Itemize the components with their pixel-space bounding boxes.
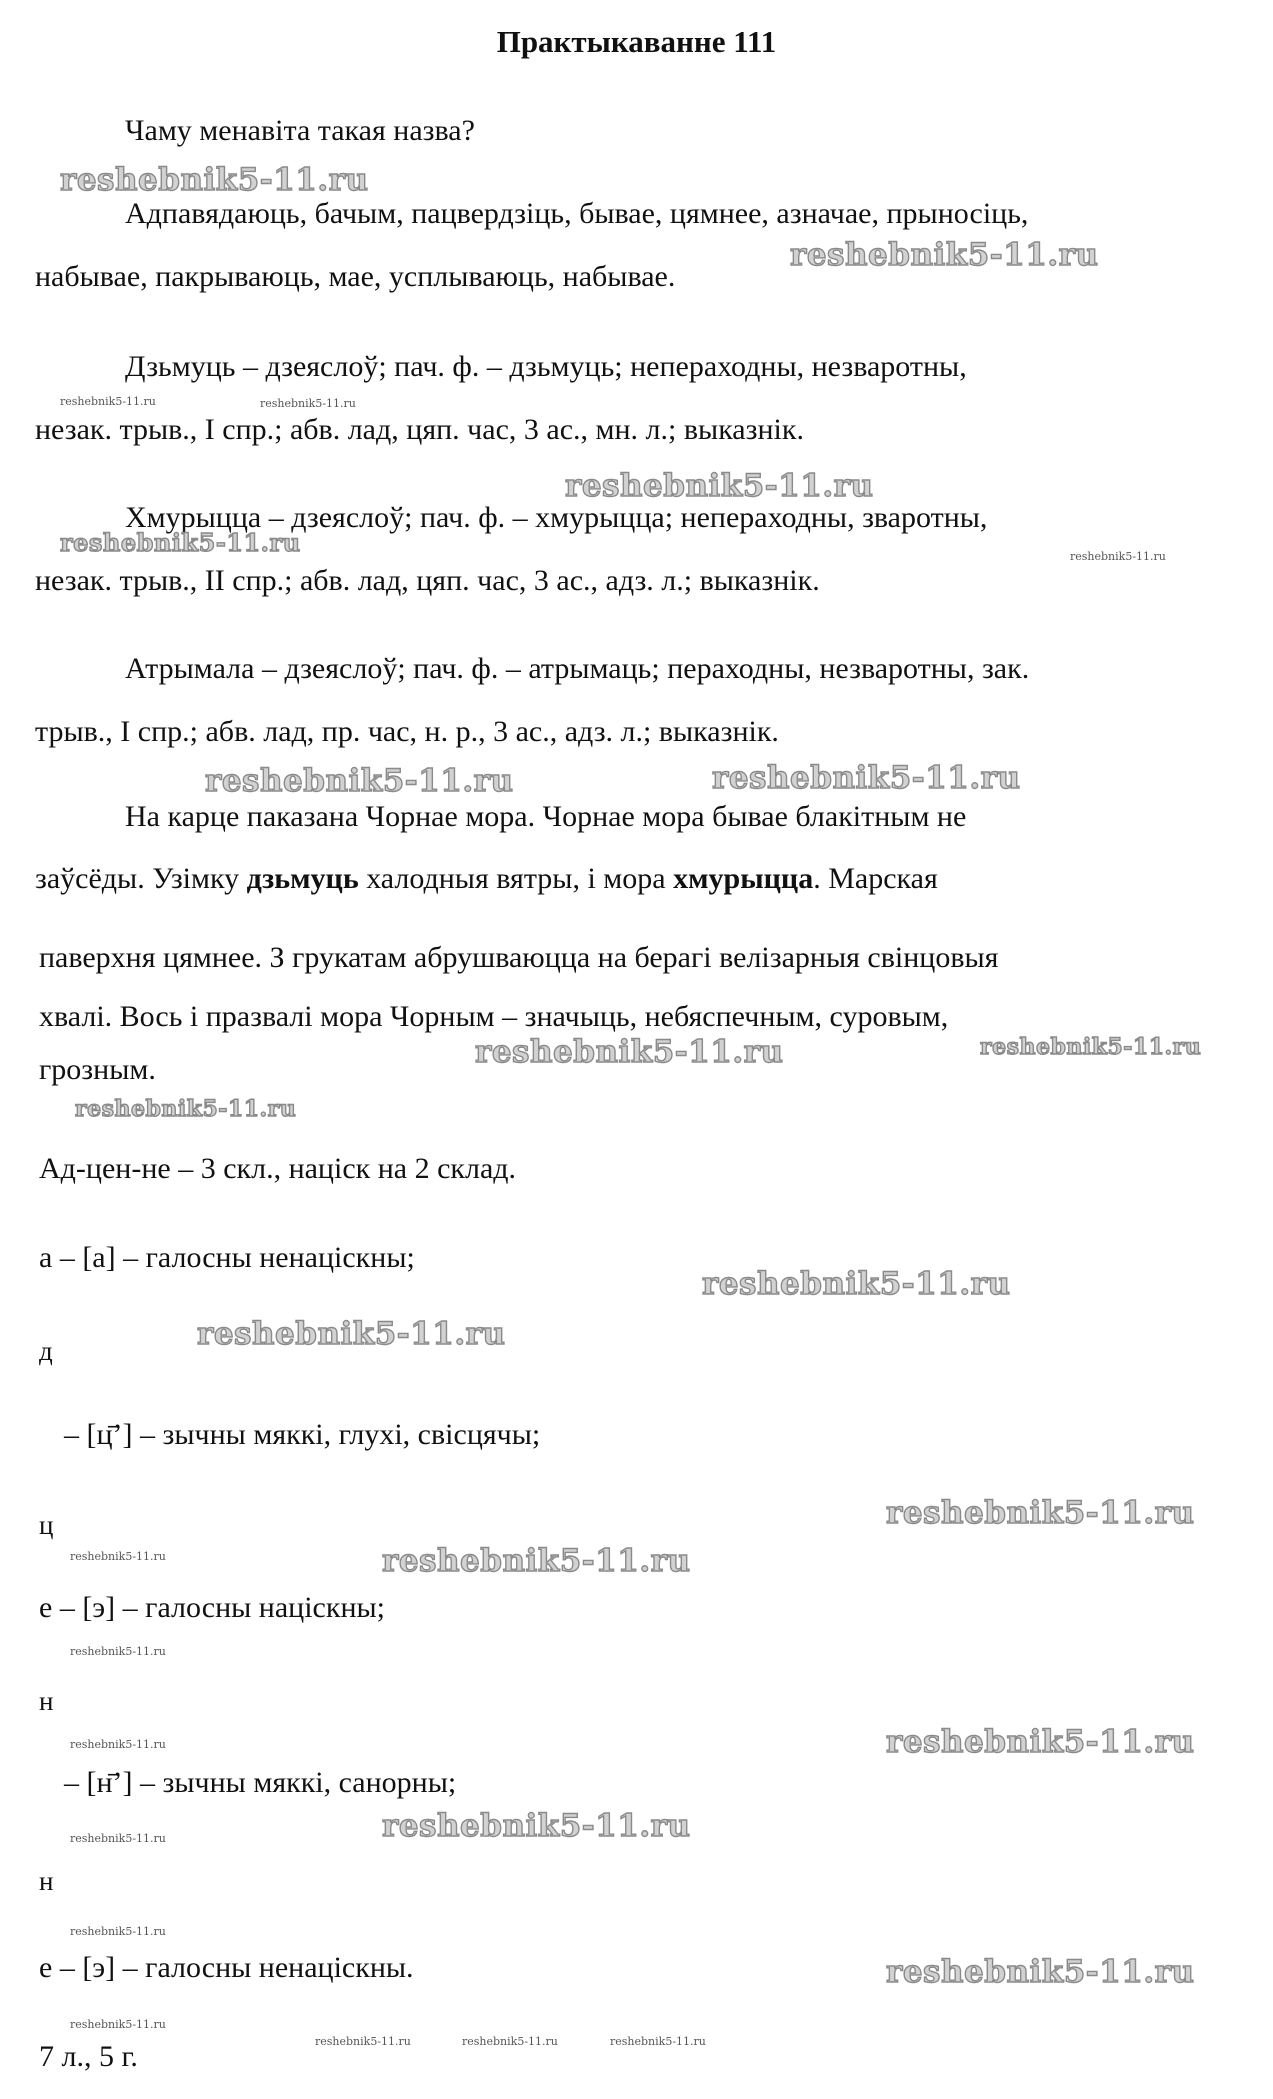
watermark: reshebnik5-11.ru [382,1543,691,1579]
watermark: reshebnik5-11.ru [475,1034,784,1070]
watermark: reshebnik5-11.ru [205,763,514,799]
phonetic-d-letter: д [39,1336,53,1366]
text-line-5: грозным. [39,1053,156,1086]
phonetic-n1-letter: н [39,1686,54,1716]
analysis-3-line-2: трыв., I спр.; абв. лад, пр. час, н. р., 3 ас., адз. л.; выказнік. [35,715,779,748]
watermark-small: reshebnik5-11.ru [610,2035,706,2048]
phonetic-ts-letter: ц [39,1510,54,1540]
phonetic-a: а – [а] – галосны ненаціскны; [39,1241,415,1274]
watermark: reshebnik5-11.ru [702,1266,1011,1302]
watermark-small: reshebnik5-11.ru [60,395,156,408]
phonetic-n2-letter: н [39,1866,54,1896]
highlight-word-khmurytstsa: хмурыцца [673,862,814,895]
watermark-small: reshebnik5-11.ru [1070,550,1166,563]
question-text: Чаму менавіта такая назва? [125,114,475,147]
watermark-small: reshebnik5-11.ru [70,1925,166,1938]
analysis-1-line-2: незак. трыв., I спр.; абв. лад, цяп. час, 3 ас., мн. л.; выказнік. [35,413,804,446]
analysis-2-line-2: незак. трыв., II спр.; абв. лад, цяп. час, 3 ас., адз. л.; выказнік. [35,564,820,597]
watermark-small: reshebnik5-11.ru [70,1550,166,1563]
watermark: reshebnik5-11.ru [712,760,1021,796]
text-line-2-part-a: заўсёды. Узімку [35,862,247,895]
watermark: reshebnik5-11.ru [790,237,1099,273]
page-title: Практыкаванне 111 [496,24,777,59]
text-line-4: хвалі. Вось і празвалі мора Чорным – значыць, небяспечным, суровым, [39,1000,949,1033]
words-text-1: Адпавядаюць, бачым, пацвердзіць, бывае, цямнее, азначае, прыносіць, [125,197,1029,230]
watermark: reshebnik5-11.ru [886,1954,1195,1990]
watermark: reshebnik5-11.ru [886,1724,1195,1760]
words-line-1 [125,196,1221,232]
watermark: reshebnik5-11.ru [382,1808,691,1844]
watermark: reshebnik5-11.ru [980,1034,1202,1060]
watermark-small: reshebnik5-11.ru [70,1832,166,1845]
phonetic-nn: – [н̄’] – зычны мяккі, санорны; [64,1766,457,1799]
analysis-3-line-1: Атрымала – дзеяслоў; пач. ф. – атрымаць; пераходны, незваротны, зак. [125,652,1030,685]
text-line-2-part-c: халодныя вятры, і мора [358,862,674,895]
text-line-1: На карце паказана Чорнае мора. Чорнае мора бывае блакітным не [125,800,967,833]
watermark-small: reshebnik5-11.ru [70,1645,166,1658]
analysis-1-line-1: Дзьмуць – дзеяслоў; пач. ф. – дзьмуць; непераходны, незваротны, [125,350,967,383]
phonetic-e2: е – [э] – галосны ненаціскны. [39,1951,414,1984]
highlight-word-dzmuts: дзьмуць [246,862,359,895]
watermark-small: reshebnik5-11.ru [260,397,356,410]
words-line-2: набывае, пакрываюць, мае, усплываюць, набывае. [35,260,676,293]
watermark: reshebnik5-11.ru [60,162,369,198]
text-line-2-part-e: . Марская [813,862,938,895]
phonetic-ts: – [ц̄’] – зычны мяккі, глухі, свісцячы; [64,1418,541,1451]
watermark-small: reshebnik5-11.ru [70,1738,166,1751]
watermark: reshebnik5-11.ru [75,1096,297,1122]
watermark: reshebnik5-11.ru [60,528,301,557]
text-line-2 [35,861,938,897]
phonetic-e1: е – [э] – галосны націскны; [39,1591,385,1624]
watermark-small: reshebnik5-11.ru [315,2035,411,2048]
text-line-3: паверхня цямнее. З грукатам абрушваюцца на берагі велізарныя свінцовыя [39,941,999,974]
watermark: reshebnik5-11.ru [197,1316,506,1352]
letters-sounds-total: 7 л., 5 г. [39,2040,138,2073]
watermark: reshebnik5-11.ru [886,1495,1195,1531]
watermark: reshebnik5-11.ru [565,468,874,504]
watermark-small: reshebnik5-11.ru [462,2035,558,2048]
watermark-small: reshebnik5-11.ru [70,2018,166,2031]
phonetic-header: Ад-цен-не – 3 скл., націск на 2 склад. [39,1152,517,1185]
analysis-2-line-1: Хмурыцца – дзеяслоў; пач. ф. – хмурыцца; непераходны, зваротны, [125,501,988,534]
